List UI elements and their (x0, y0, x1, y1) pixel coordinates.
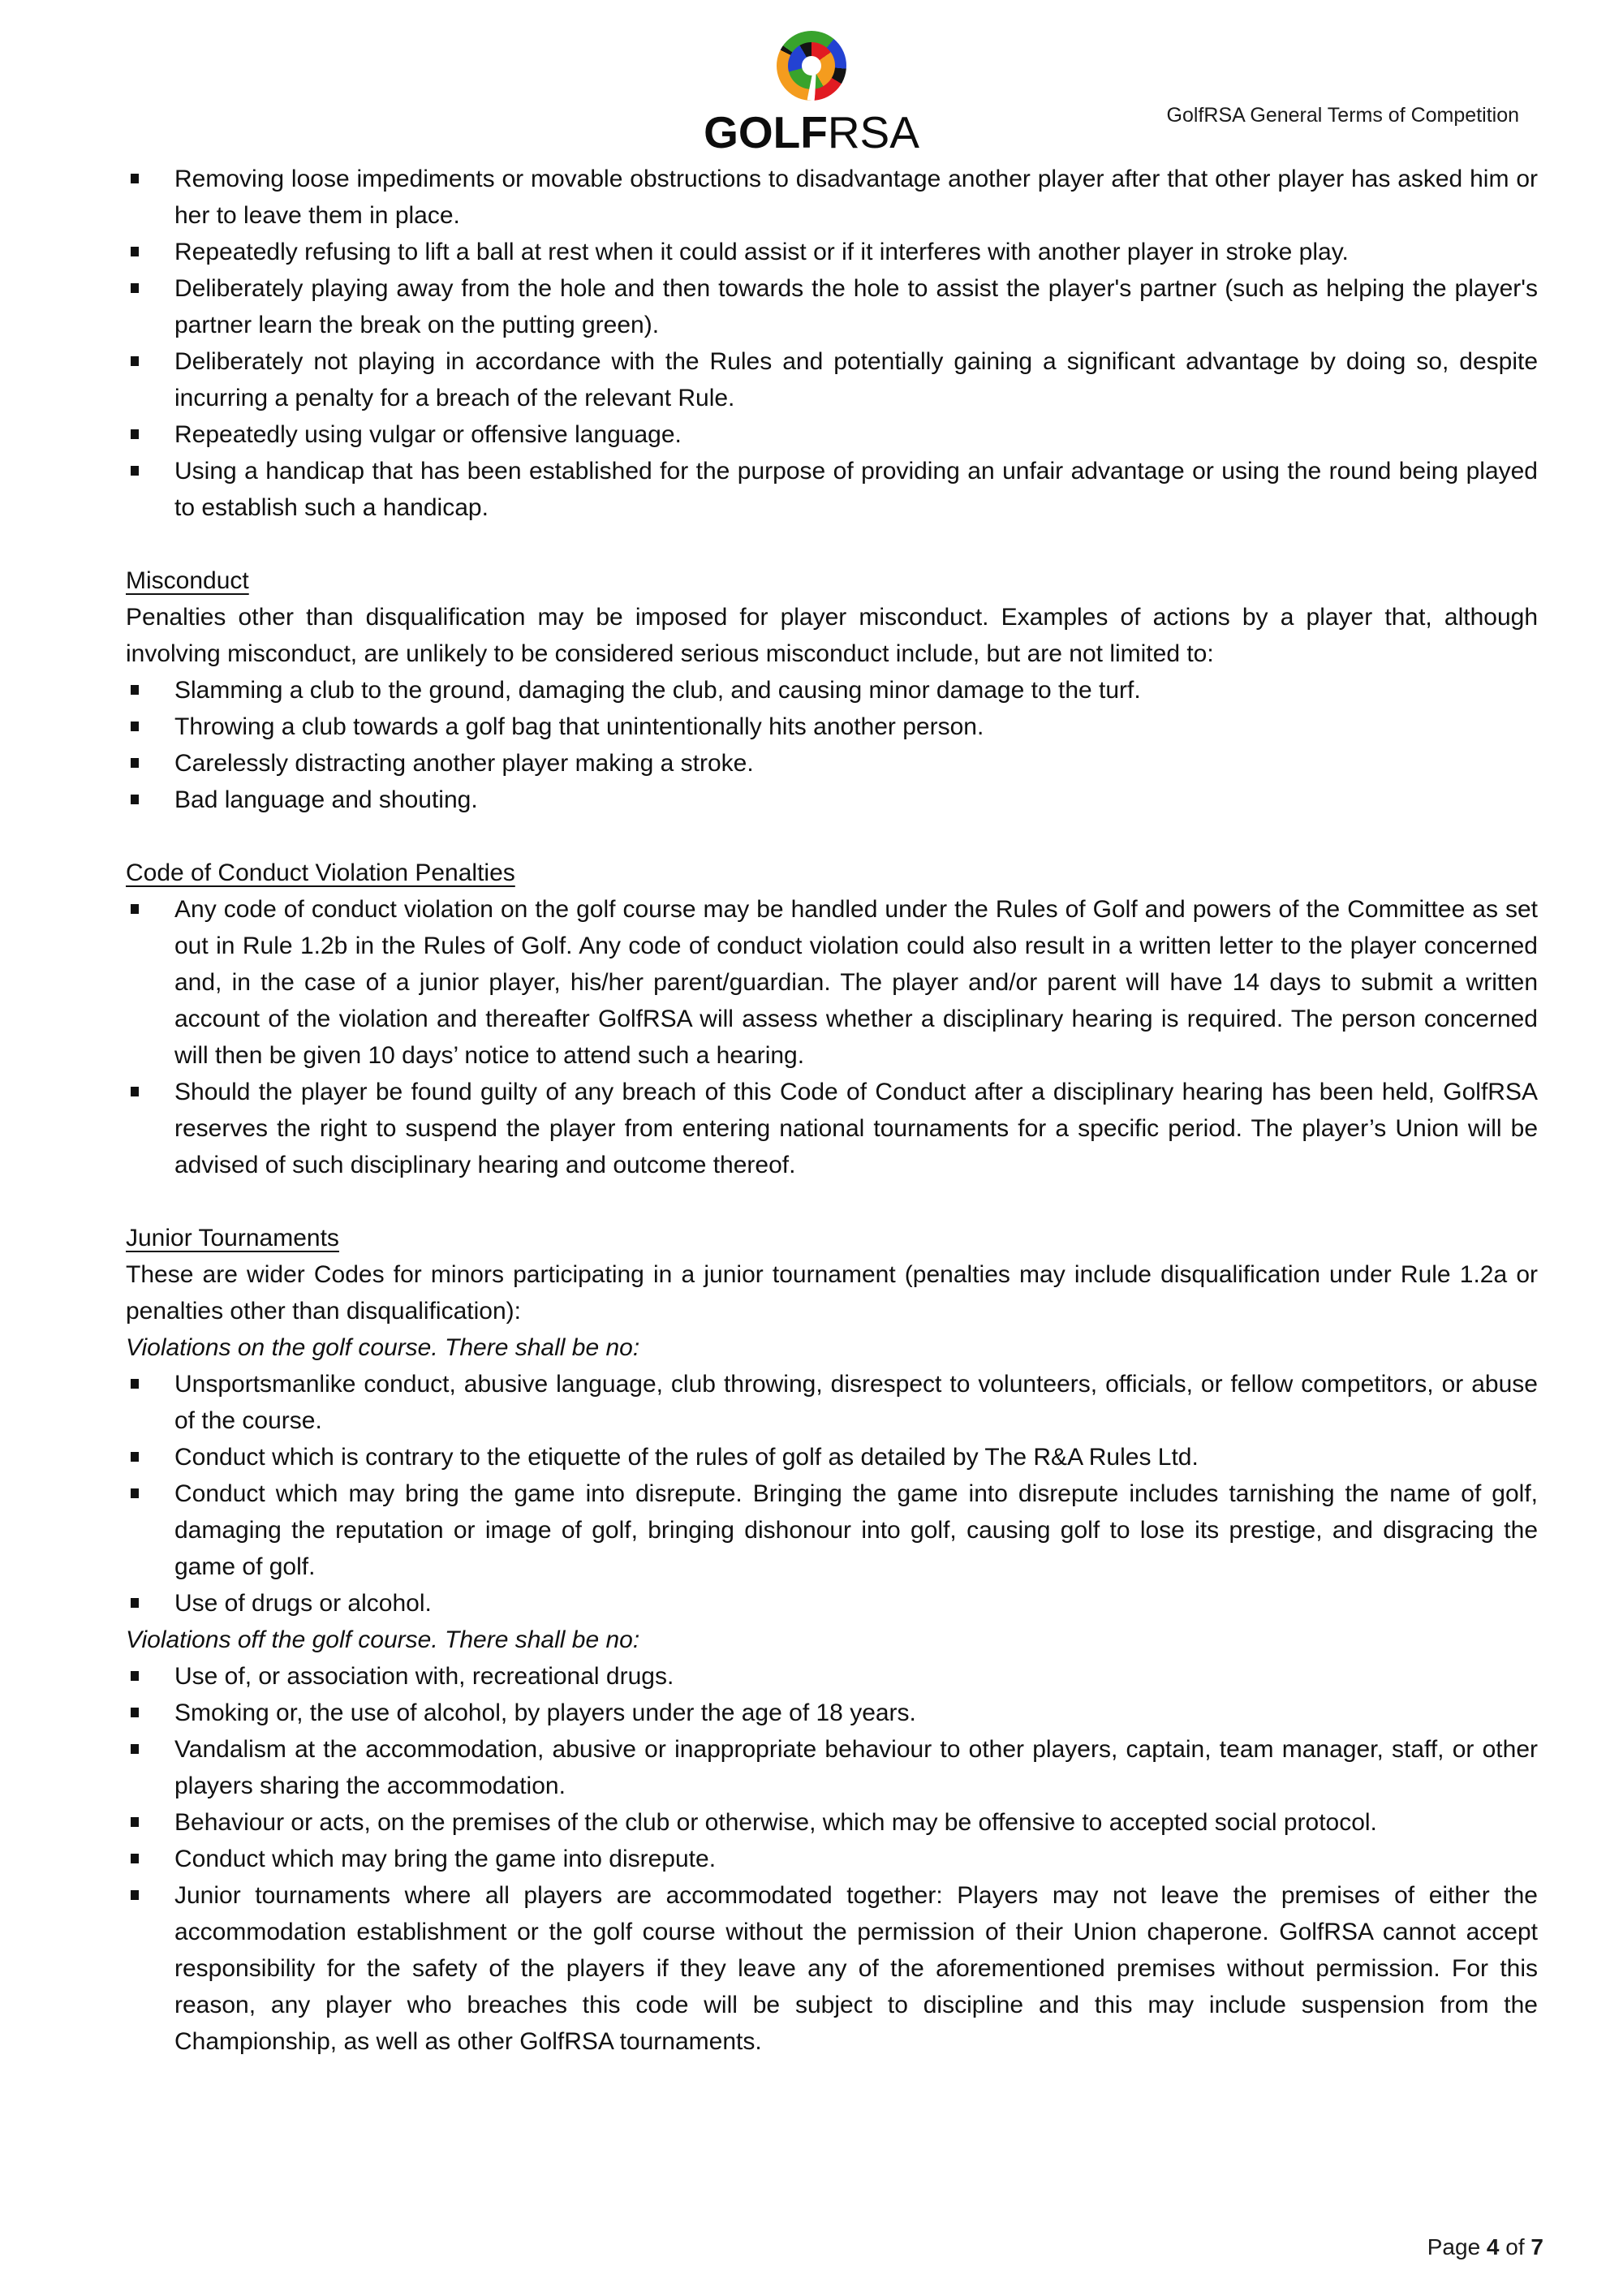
bullet-text: Any code of conduct violation on the golf course may be handled under the Rules of Golf and powers of the Committee as set out in Rule 1.2b in the Rules of Golf. Any code of conduct violation could also result in a written letter to the player concerned and, in the case of a junior player, his/her parent/guardian. The player and/or parent will have 14 days to submit a written account of the violation and thereafter GolfRSA will assess whether a disciplinary hearing is required. The person concerned will then be given 10 days’ notice to attend such a hearing. (174, 896, 1538, 1069)
page-current: 4 (1486, 2234, 1500, 2259)
list-item (126, 782, 1538, 818)
list-item (126, 1695, 1538, 1731)
list-item (126, 161, 1538, 234)
bullet-text: Should the player be found guilty of any breach of this Code of Conduct after a disciplinary hearing has been held, GolfRSA reserves the right to suspend the player from entering national tournaments for a specific period. The player’s Union will be advised of such disciplinary hearing and outcome thereof. (174, 1079, 1538, 1178)
bullet-square-icon (126, 416, 174, 453)
list-item (126, 1658, 1538, 1695)
section-heading-misconduct: Misconduct (126, 567, 249, 594)
ring-hole (802, 56, 821, 75)
logo-wordmark (641, 107, 982, 157)
list-item (126, 1841, 1538, 1877)
bullet-square-icon (126, 1475, 174, 1585)
bullet-text: Using a handicap that has been established for the purpose of providing an unfair advantage or using the round being played to establish such a handicap. (174, 458, 1538, 521)
page-total: 7 (1530, 2234, 1543, 2259)
bullet-square-icon (126, 270, 174, 343)
golfrsa-ring-icon (777, 31, 846, 101)
golfrsa-logo (641, 31, 982, 155)
junior-intro: These are wider Codes for minors participating in a junior tournament (penalties may include disqualification under Rule 1.2a or penalties other than disqualification): (126, 1261, 1538, 1325)
list-item (126, 745, 1538, 782)
bullet-square-icon (126, 1877, 174, 2060)
bullet-square-icon (126, 1731, 174, 1804)
misconduct-intro: Penalties other than disqualification may be imposed for player misconduct. Examples of actions by a player that, although involving misconduct, are unlikely to be considered serious misconduct include, but are not limited to: (126, 604, 1538, 667)
document-body (126, 161, 1538, 2060)
list-item (126, 1366, 1538, 1439)
list-item (126, 1585, 1538, 1622)
bullet-text: Removing loose impediments or movable obstructions to disadvantage another player after that other player has asked him or her to leave them in place. (174, 166, 1538, 229)
logo-golf-text: GOLF (704, 107, 828, 157)
bullet-text: Behaviour or acts, on the premises of the club or otherwise, which may be offensive to accepted social protocol. (174, 1809, 1377, 1836)
bullet-square-icon (126, 709, 174, 745)
violations-on-course-label: Violations on the golf course. There shall be no: (126, 1334, 640, 1361)
list-item (126, 416, 1538, 453)
bullet-text: Use of drugs or alcohol. (174, 1590, 432, 1617)
bullet-text: Junior tournaments where all players are accommodated together: Players may not leave the premises of either the accommodation establishment or the golf course without the permission of their Union chaperone. GolfRSA cannot accept responsibility for the safety of the players if they leave any of the aforementioned premises without permission. For this reason, any player who breaches this code will be subject to discipline and this may include suspension from the Championship, as well as other GolfRSA tournaments. (174, 1882, 1538, 2055)
bullet-text: Conduct which is contrary to the etiquette of the rules of golf as detailed by The R&A Rules Ltd. (174, 1444, 1199, 1471)
bullet-square-icon (126, 891, 174, 1074)
bullet-text: Repeatedly using vulgar or offensive language. (174, 421, 682, 448)
violations-off-course-label: Violations off the golf course. There shall be no: (126, 1626, 640, 1653)
list-item (126, 1475, 1538, 1585)
bullet-square-icon (126, 1695, 174, 1731)
bullet-text: Use of, or association with, recreational drugs. (174, 1663, 674, 1690)
logo-rsa-text: RSA (827, 107, 919, 157)
bullet-square-icon (126, 1439, 174, 1475)
list-item (126, 453, 1538, 526)
bullet-text: Deliberately playing away from the hole and then towards the hole to assist the player's partner (such as helping the player's partner learn the break on the putting green). (174, 275, 1538, 338)
list-item (126, 234, 1538, 270)
bullet-text: Bad language and shouting. (174, 786, 478, 813)
list-item (126, 1731, 1538, 1804)
bullet-square-icon (126, 234, 174, 270)
bullet-text: Smoking or, the use of alcohol, by players under the age of 18 years. (174, 1699, 916, 1726)
bullet-square-icon (126, 453, 174, 526)
page-of: of (1499, 2234, 1531, 2259)
bullet-square-icon (126, 161, 174, 234)
bullet-square-icon (126, 672, 174, 709)
bullet-text: Conduct which may bring the game into disrepute. (174, 1846, 717, 1872)
list-item (126, 891, 1538, 1074)
list-item (126, 1804, 1538, 1841)
list-item (126, 343, 1538, 416)
bullet-text: Unsportsmanlike conduct, abusive language, club throwing, disrespect to volunteers, officials, or fellow competitors, or abuse of the course. (174, 1371, 1538, 1434)
bullet-square-icon (126, 1366, 174, 1439)
bullet-square-icon (126, 745, 174, 782)
bullet-text: Carelessly distracting another player making a stroke. (174, 750, 754, 777)
bullet-text: Throwing a club towards a golf bag that unintentionally hits another person. (174, 713, 984, 740)
bullet-square-icon (126, 1074, 174, 1183)
bullet-text: Vandalism at the accommodation, abusive or inappropriate behaviour to other players, captain, team manager, staff, or other players sharing the accommodation. (174, 1736, 1538, 1799)
bullet-text: Repeatedly refusing to lift a ball at rest when it could assist or if it interferes with another player in stroke play. (174, 239, 1349, 265)
bullet-square-icon (126, 1658, 174, 1695)
page-label: Page (1427, 2234, 1487, 2259)
bullet-square-icon (126, 1585, 174, 1622)
bullet-text: Deliberately not playing in accordance with the Rules and potentially gaining a significant advantage by doing so, despite incurring a penalty for a breach of the relevant Rule. (174, 348, 1538, 411)
bullet-square-icon (126, 1804, 174, 1841)
bullet-text: Slamming a club to the ground, damaging the club, and causing minor damage to the turf. (174, 677, 1141, 704)
list-item (126, 672, 1538, 709)
bullet-text: Conduct which may bring the game into disrepute. Bringing the game into disrepute includes tarnishing the name of golf, damaging the reputation or image of golf, bringing dishonour into golf, causing golf to lose its prestige, and disgracing the game of golf. (174, 1480, 1538, 1580)
list-item (126, 709, 1538, 745)
bullet-square-icon (126, 782, 174, 818)
bullet-square-icon (126, 1841, 174, 1877)
section-heading-code-of-conduct: Code of Conduct Violation Penalties (126, 859, 515, 886)
list-item (126, 1877, 1538, 2060)
list-item (126, 1074, 1538, 1183)
document-title: GolfRSA General Terms of Competition (1166, 104, 1519, 127)
list-item (126, 270, 1538, 343)
page-number (1427, 2234, 1543, 2260)
section-heading-junior-tournaments: Junior Tournaments (126, 1225, 339, 1251)
list-item (126, 1439, 1538, 1475)
bullet-square-icon (126, 343, 174, 416)
